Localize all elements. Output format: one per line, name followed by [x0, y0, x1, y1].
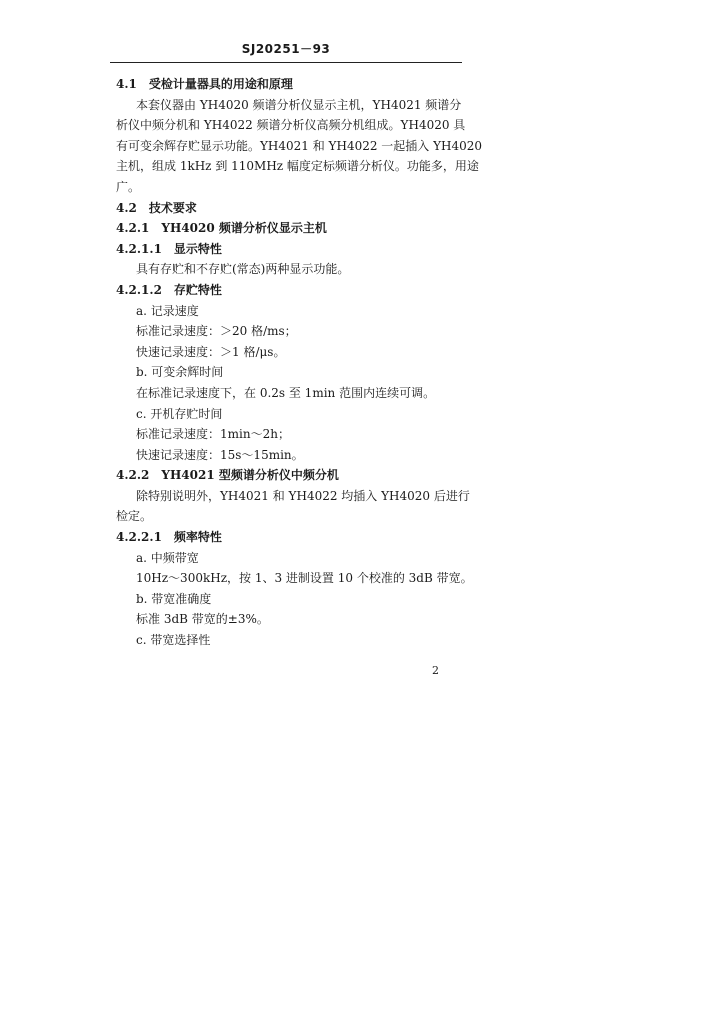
text-line: 快速记录速度：＞1 格/μs。: [136, 344, 286, 359]
header-divider: [110, 62, 462, 63]
text-line: 有可变余辉存贮显示功能。YH4021 和 YH4022 一起插入 YH4020: [116, 138, 483, 153]
text-line: 析仪中频分机和 YH4022 频谱分析仪高频分机组成。YH4020 具: [116, 118, 466, 133]
text-line: b. 带宽准确度: [136, 591, 212, 606]
text-line: 标准 3dB 带宽的±3%。: [136, 612, 269, 627]
text-line: 广。: [116, 179, 141, 194]
text-line: a. 中频带宽: [136, 550, 199, 565]
section-heading: 4.2.1.2 存贮特性: [116, 282, 222, 297]
text-line: c. 带宽选择性: [136, 633, 211, 648]
text-line: 标准记录速度：＞20 格/ms；: [136, 324, 297, 339]
text-line: 检定。: [116, 509, 153, 524]
text-line: 本套仪器由 YH4020 频谱分析仪显示主机，YH4021 频谱分: [136, 97, 462, 112]
section-heading: 4.2.2 YH4021 型频谱分析仪中频分机: [116, 468, 339, 483]
document-body: [116, 74, 483, 651]
section-heading: 4.2.1 YH4020 频谱分析仪显示主机: [116, 221, 327, 236]
text-line: 具有存贮和不存贮(常态)两种显示功能。: [136, 262, 350, 277]
text-line: 快速记录速度：15s～15min。: [136, 447, 304, 462]
text-line: 除特别说明外，YH4021 和 YH4022 均插入 YH4020 后进行: [136, 488, 470, 503]
section-heading: 4.2.2.1 频率特性: [116, 530, 222, 545]
text-line: 10Hz～300kHz，按 1、3 进制设置 10 个校准的 3dB 带宽。: [136, 571, 473, 586]
text-line: a. 记录速度: [136, 303, 199, 318]
section-heading: 4.2 技术要求: [116, 200, 197, 215]
text-line: b. 可变余辉时间: [136, 365, 224, 380]
text-line: 标准记录速度：1min～2h；: [136, 427, 290, 442]
text-line: 在标准记录速度下，在 0.2s 至 1min 范围内连续可调。: [136, 385, 436, 400]
text-line: 主机，组成 1kHz 到 110MHz 幅度定标频谱分析仪。功能多，用途: [116, 159, 479, 174]
document-number-header: SJ20251－93: [241, 42, 331, 56]
text-line: c. 开机存贮时间: [136, 406, 223, 421]
section-heading: 4.2.1.1 显示特性: [116, 241, 222, 256]
section-heading: 4.1 受检计量器具的用途和原理: [116, 77, 293, 91]
page-number: 2: [432, 664, 439, 677]
